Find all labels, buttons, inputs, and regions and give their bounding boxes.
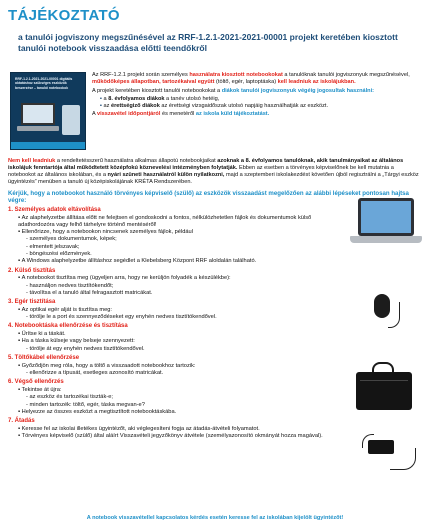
intro-paragraph-1: Az RRF-1.2.1 projekt során személyes használatra kiosztott notebookokat a tanulóknak tanulói jogviszonyuk megszűnésével, működőképes állapotban, tartozékaival együtt (töltő, egér, laptoptáska) kell leadniuk az iskolájukban.: [92, 72, 410, 86]
step-heading: 3. Egér tisztítása: [8, 299, 56, 306]
promo-text: RRF-1.2.1-2021-2021-00001 digitális oktatáshoz szükséges eszközök beszerzése – tanulói notebookok: [15, 77, 73, 90]
step-items: [18, 363, 338, 378]
step-item: ▪ A notebookot tisztítsa meg (ügyeljen arra, hogy ne kerüljön folyadék a készülékbe):: [18, 275, 338, 282]
header: [8, 6, 422, 68]
laptop-image: [350, 198, 424, 244]
step-heading: 2. Külső tisztítás: [8, 267, 56, 274]
laptop-bag-image: [354, 362, 416, 412]
intro-paragraph-2: A projekt keretében kiosztott tanulói notebookokat a diákok tanulói jogviszonyuk végéig jogosultak használni:: [92, 87, 374, 94]
step-subitem: - törölje át egy enyhén nedves tisztítókendővel.: [26, 346, 338, 353]
step-items: [18, 387, 338, 416]
step-heading: 5. Töltőkábel ellenőrzése: [8, 354, 80, 361]
step-items: [18, 275, 338, 297]
intro-text: [92, 72, 420, 119]
step-subitem: - minden tartozék: töltő, egér, táska megvan-e?: [26, 402, 338, 409]
keyboard-graphic: [17, 126, 59, 131]
page-subtitle: a tanulói jogviszony megszűnésével az RRF-1.2.1-2021-2021-00001 projekt keretében kiosztott tanulói notebook visszaadása előtti teendőkről: [18, 32, 398, 53]
intro-bullets: [100, 96, 420, 110]
steps-list: [8, 207, 338, 441]
step-heading: 7. Átadás: [8, 418, 35, 425]
step-item: ▪ Törvényes képviselő (szülő) által aláírt Visszavételi jegyzőkönyv átvétele (személyazonosító okmányát hozza magával).: [18, 433, 338, 440]
step-item: ▪ Győződjön meg róla, hogy a töltő a visszaadott notebookhoz tartozik:: [18, 363, 338, 370]
step-heading: 4. Notebooktáska ellenőrzése és tisztítása: [8, 323, 128, 330]
step-items: [18, 426, 338, 441]
step-items: [18, 215, 338, 266]
step-heading: 6. Végső ellenőrzés: [8, 379, 64, 386]
mouse-image: [362, 288, 406, 332]
step-subitem: - személyes dokumentumok, képek;: [26, 236, 338, 243]
project-promo-image: [10, 72, 86, 150]
step-subitem: - elmentett jelszavak;: [26, 244, 338, 251]
step-item: ▪ Keresse fel az iskolai illetékes ügyintézőt, aki véglegesíteni fogja az átadás-átvételi folyamatot.: [18, 426, 338, 433]
step-item: ▪ Az optikai egér alját is tisztítsa meg:: [18, 307, 338, 314]
step-items: [18, 331, 338, 353]
laptop-screen-graphic: [21, 103, 55, 125]
step-subitem: - az eszköz és tartozékai tiszták-e;: [26, 394, 338, 401]
step-subitem: - használjon nedves tisztítókendőt;: [26, 283, 338, 290]
step-item: ▪ Tekintse át újra:: [18, 387, 338, 394]
step-item: ▪ A Windows alaphelyzetbe állításhoz segédlet a Klebelsberg Központ RRF aloldalán található.: [18, 258, 338, 265]
requirements-heading: Kérjük, hogy a notebookot használó törvényes képviselő (szülő) az eszközök visszaadást megelőzően az alábbi lépéseket pontosan hajtsa végre:: [8, 189, 409, 205]
exception-paragraph: Nem kell leadniuk a rendeltetésszerű használatra alkalmas állapotú notebookjaikat azoknak a 8. évfolyamos tanulóknak, akik tanulmányaikat az általános iskolájuk fenntartója által működtetett középfokú köznevelési intézményben folytatják. Ebben az esetben a törvényes képviselőnek be kell mutatnia a notebookot az általános iskolában, és a nyári szüneti használatról külön nyilatkozni, majd a szeptemberi iskolakezdést követően újból regisztrálni a „Tárgyi eszköz ügyintézés” menüben a tanuló új középiskolájának KRÉTA Rendszerében.: [8, 158, 419, 186]
step-subitem: - törölje le a port és szennyeződéseket egy enyhén nedves tisztítókendővel.: [26, 314, 338, 321]
step-item: ▪ Ha a táska külseje vagy belseje szennyezett:: [18, 338, 338, 345]
charger-image: [360, 430, 420, 474]
step-subitem: - távolítsa el a tanuló által felragasztott matricákat.: [26, 290, 338, 297]
step-item: ▪ Az alaphelyzetbe állítása előtt ne felejtsen el gondoskodni a fontos, nélkülözhetetlen fájlok és dokumentumok külső adathordozóra vagy felhő tárhelyre történő mentéséről!: [18, 215, 338, 230]
intro-bullet: ▪ a 8. évfolyamos diákok a tanév utolsó hetéig,: [100, 96, 420, 103]
step-items: [18, 307, 338, 322]
step-item: ▪ Helyezze az összes eszközt a megtisztított notebooktáskába.: [18, 409, 338, 416]
page-title: TÁJÉKOZTATÓ: [8, 7, 120, 24]
step-item: ▪ Ürítse ki a táskát.: [18, 331, 338, 338]
footer-note: A notebook visszavétellel kapcsolatos kérdés esetén keresse fel az iskolában kijelölt ügyintézőt!: [86, 514, 344, 521]
intro-bullet: ▪ az érettségiző diákok az érettségi vizsgaidőszak utolsó napjáig használhatják az eszközt.: [100, 103, 420, 110]
step-item: ▪ Ellenőrizze, hogy a notebookon nincsenek személyes fájlok, például: [18, 229, 338, 236]
step-heading: 1. Személyes adatok eltávolítása: [8, 206, 101, 213]
intro-section: [8, 72, 422, 154]
promo-bar: [11, 142, 85, 149]
step-subitem: - ellenőrizze a típusát, esetleges azonosító matricákat.: [26, 370, 338, 377]
step-subitem: - böngészési előzmények.: [26, 251, 338, 258]
device-graphic: [62, 105, 80, 135]
intro-paragraph-3: A visszavétel időpontjáról és menetéről az iskola küld tájékoztatást.: [92, 110, 270, 117]
